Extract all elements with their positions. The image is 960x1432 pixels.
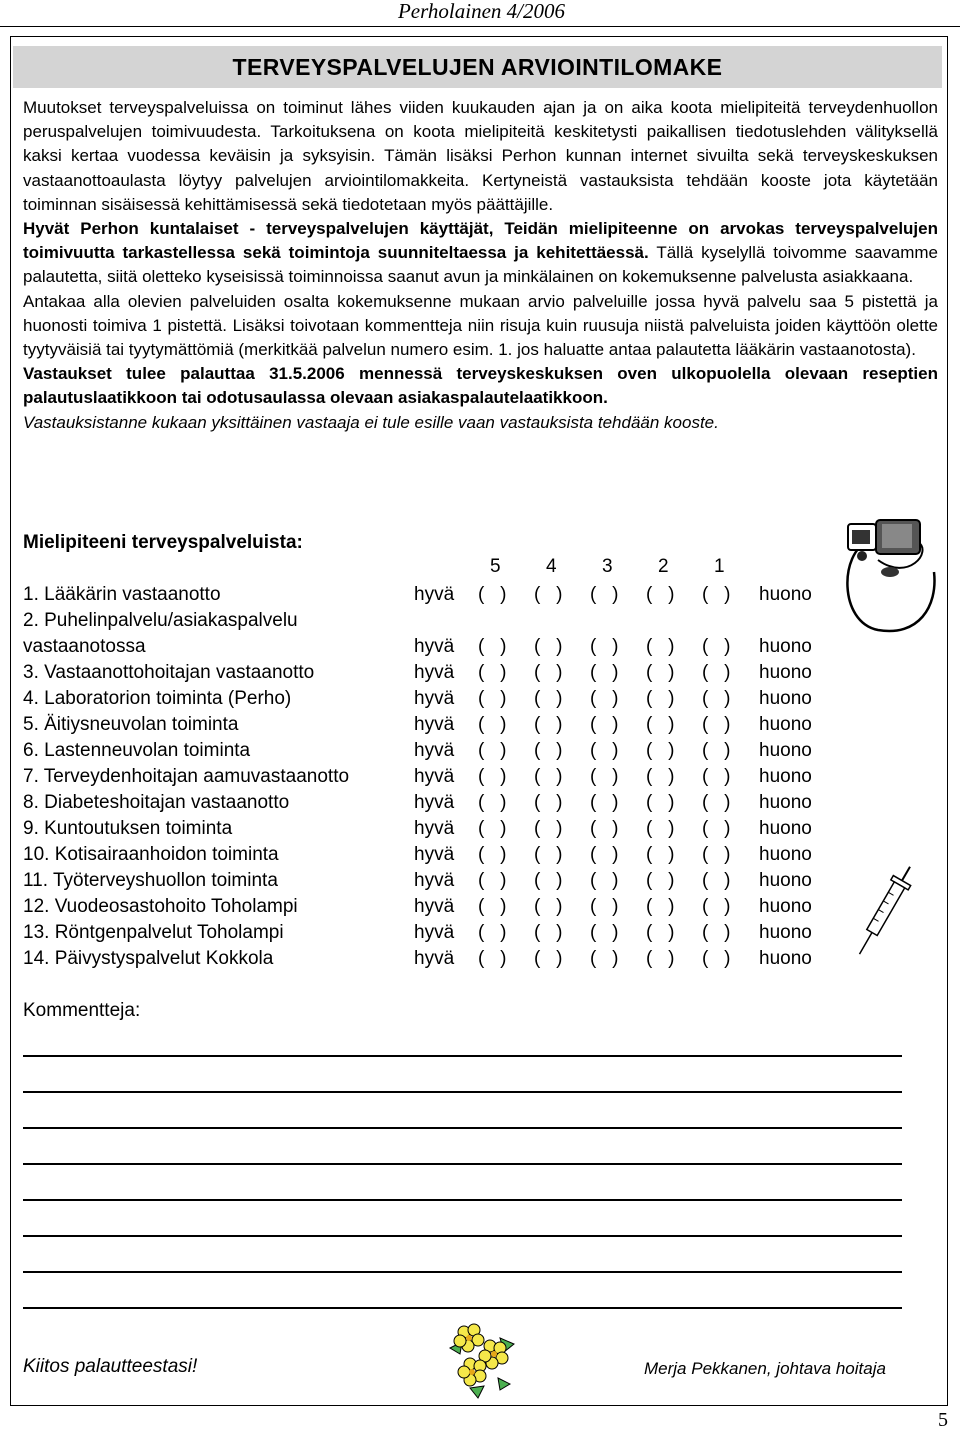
bad-label: huono: [759, 896, 812, 917]
rating-option-3[interactable]: ( ): [590, 740, 619, 761]
rating-option-4[interactable]: ( ): [534, 922, 563, 943]
header-rule: [0, 26, 960, 27]
intro-paragraph-1: Muutokset terveyspalveluissa on toiminut lähes viiden kuukauden ajan ja on aika koota mielipiteitä terveydenhuollon peruspalvelujen toimivuudesta. Tarkoituksena on koota mielipiteitä keskitetysti paikallisen tiedotuslehden välityksellä kaksi kertaa vuodessa keväisin ja syksyisin. Tämän lisäksi Perhon kunnan internet sivuilta sekä terveyskeskuksen vastaanottoaulasta löytyy palvelujen arviointilomakkeita. Kertyneistä vastauksista tehdään kooste jota käytetään toiminnan sisäisessä kehittämisessä sekä tiedotetaan myös päättäjille.: [23, 98, 938, 214]
comment-line[interactable]: [23, 1271, 902, 1273]
signature: Merja Pekkanen, johtava hoitaja: [644, 1359, 886, 1378]
rating-option-1[interactable]: ( ): [702, 636, 731, 657]
rating-option-3[interactable]: ( ): [590, 714, 619, 735]
rating-option-5[interactable]: ( ): [478, 584, 507, 605]
good-label: hyvä: [414, 688, 455, 709]
service-label: 9. Kuntoutuksen toiminta: [23, 818, 233, 839]
rating-row: [0, 660, 960, 686]
comment-line[interactable]: [23, 1199, 902, 1201]
rating-option-2[interactable]: ( ): [646, 948, 675, 969]
rating-row: [0, 842, 960, 868]
scale-5: 5: [490, 556, 501, 577]
service-label: 13. Röntgenpalvelut Toholampi: [23, 922, 284, 943]
rating-option-3[interactable]: ( ): [590, 662, 619, 683]
good-label: hyvä: [414, 766, 455, 787]
thanks-text: Kiitos palautteestasi!: [23, 1356, 198, 1377]
comment-line[interactable]: [23, 1055, 902, 1057]
service-label: vastaanotossa: [23, 636, 146, 657]
good-label: hyvä: [414, 922, 455, 943]
rating-option-5[interactable]: ( ): [478, 922, 507, 943]
intro-paragraph-2: [23, 217, 938, 290]
rating-option-2[interactable]: ( ): [646, 922, 675, 943]
good-label: hyvä: [414, 948, 455, 969]
rating-option-3[interactable]: ( ): [590, 844, 619, 865]
rating-option-4[interactable]: ( ): [534, 584, 563, 605]
rating-option-2[interactable]: ( ): [646, 870, 675, 891]
comments-label: Kommentteja:: [23, 1000, 141, 1021]
bad-label: huono: [759, 636, 812, 657]
intro-appeal-rest: Tällä kyselyllä toivomme saavamme palautetta, siitä oletteko kyseisissä toiminnoissa saanut avun ja minkälainen on kokemuksenne palvelusta asiakkaana.: [23, 243, 939, 287]
service-label: 3. Vastaanottohoitajan vastaanotto: [23, 662, 315, 683]
rating-option-3[interactable]: ( ): [590, 896, 619, 917]
rating-option-1[interactable]: ( ): [702, 740, 731, 761]
bad-label: huono: [759, 714, 812, 735]
rating-option-1[interactable]: ( ): [702, 662, 731, 683]
rating-option-2[interactable]: ( ): [646, 896, 675, 917]
rating-option-2[interactable]: ( ): [646, 740, 675, 761]
rating-option-4[interactable]: ( ): [534, 896, 563, 917]
rating-option-1[interactable]: ( ): [702, 922, 731, 943]
rating-option-2[interactable]: ( ): [646, 844, 675, 865]
good-label: hyvä: [414, 714, 455, 735]
bad-label: huono: [759, 948, 812, 969]
return-instructions: Vastaukset tulee palauttaa 31.5.2006 mennessä terveyskeskuksen oven ulkopuolella olevaan reseptien palautuslaatikkoon tai odotusaulassa olevaan asiakaspalautelaatikkoon.: [23, 364, 938, 408]
comment-line[interactable]: [23, 1307, 902, 1309]
rating-row: [0, 816, 960, 842]
rating-option-1[interactable]: ( ): [702, 948, 731, 969]
rating-option-2[interactable]: ( ): [646, 818, 675, 839]
rating-option-4[interactable]: ( ): [534, 844, 563, 865]
anonymity-note: Vastauksistanne kukaan yksittäinen vastaaja ei tule esille vaan vastauksista tehdään kooste.: [23, 412, 719, 432]
item-2-first-line: 2. Puhelinpalvelu/asiakaspalvelu: [23, 610, 298, 631]
scale-2: 2: [658, 556, 669, 577]
rating-option-5[interactable]: ( ): [478, 714, 507, 735]
running-header: Perholainen 4/2006: [397, 0, 565, 23]
service-label: 5. Äitiysneuvolan toiminta: [23, 714, 239, 735]
comment-line[interactable]: [23, 1235, 902, 1237]
rating-option-3[interactable]: ( ): [590, 948, 619, 969]
bad-label: huono: [759, 688, 812, 709]
flowers-icon: [440, 1318, 520, 1400]
rating-option-4[interactable]: ( ): [534, 818, 563, 839]
intro-paragraph-3: Antakaa alla olevien palveluiden osalta kokemuksenne mukaan arvio palveluille jossa hyvä palvelu saa 5 pistettä ja huonosti toimiva 1 pistettä. Lisäksi toivotaan kommentteja niin risuja kuin ruusuja niistä palveluista joiden käyttöön olette tyytyväisiä tai tyytymättömiä (merkitkää palvelun numero esim. 1. jos haluatte antaa palautetta lääkärin vastaanotosta).: [23, 291, 938, 360]
rating-option-5[interactable]: ( ): [478, 688, 507, 709]
rating-option-3[interactable]: ( ): [590, 584, 619, 605]
bad-label: huono: [759, 662, 812, 683]
rating-option-2[interactable]: ( ): [646, 662, 675, 683]
rating-option-4[interactable]: ( ): [534, 688, 563, 709]
rating-option-4[interactable]: ( ): [534, 662, 563, 683]
rating-option-4[interactable]: ( ): [534, 870, 563, 891]
rating-option-5[interactable]: ( ): [478, 662, 507, 683]
bad-label: huono: [759, 818, 812, 839]
rating-option-5[interactable]: ( ): [478, 844, 507, 865]
rating-option-1[interactable]: ( ): [702, 844, 731, 865]
good-label: hyvä: [414, 844, 455, 865]
rating-option-3[interactable]: ( ): [590, 870, 619, 891]
rating-row: [0, 868, 960, 894]
good-label: hyvä: [414, 818, 455, 839]
survey-heading: Mielipiteeni terveyspalveluista:: [23, 532, 303, 553]
scale-1: 1: [714, 556, 725, 577]
rating-option-4[interactable]: ( ): [534, 636, 563, 657]
bad-label: huono: [759, 792, 812, 813]
rating-option-3[interactable]: ( ): [590, 766, 619, 787]
service-label: 4. Laboratorion toiminta (Perho): [23, 688, 292, 709]
rating-row: [0, 582, 960, 608]
rating-option-3[interactable]: ( ): [590, 636, 619, 657]
rating-row: [0, 946, 960, 972]
rating-option-5[interactable]: ( ): [478, 740, 507, 761]
rating-option-4[interactable]: ( ): [534, 740, 563, 761]
rating-option-1[interactable]: ( ): [702, 584, 731, 605]
rating-option-1[interactable]: ( ): [702, 896, 731, 917]
rating-option-1[interactable]: ( ): [702, 766, 731, 787]
good-label: hyvä: [414, 740, 455, 761]
rating-option-5[interactable]: ( ): [478, 636, 507, 657]
blood-pressure-meter-icon: [838, 512, 950, 640]
scale-4: 4: [546, 556, 557, 577]
syringe-icon: [850, 858, 920, 963]
scale-3: 3: [602, 556, 613, 577]
good-label: hyvä: [414, 662, 455, 683]
rating-option-4[interactable]: ( ): [534, 766, 563, 787]
rating-option-3[interactable]: ( ): [590, 922, 619, 943]
rating-option-2[interactable]: ( ): [646, 766, 675, 787]
rating-option-4[interactable]: ( ): [534, 792, 563, 813]
service-label: 12. Vuodeosastohoito Toholampi: [23, 896, 298, 917]
rating-option-5[interactable]: ( ): [478, 766, 507, 787]
rating-option-4[interactable]: ( ): [534, 948, 563, 969]
rating-option-3[interactable]: ( ): [590, 792, 619, 813]
rating-option-1[interactable]: ( ): [702, 714, 731, 735]
rating-option-2[interactable]: ( ): [646, 584, 675, 605]
rating-option-5[interactable]: ( ): [478, 818, 507, 839]
rating-option-5[interactable]: ( ): [478, 948, 507, 969]
service-label: 11. Työterveyshuollon toiminta: [23, 870, 278, 891]
bad-label: huono: [759, 870, 812, 891]
rating-option-1[interactable]: ( ): [702, 792, 731, 813]
good-label: hyvä: [414, 636, 455, 657]
rating-row: [0, 712, 960, 738]
rating-row: [0, 686, 960, 712]
rating-option-4[interactable]: ( ): [534, 714, 563, 735]
bad-label: huono: [759, 740, 812, 761]
good-label: hyvä: [414, 584, 455, 605]
bad-label: huono: [759, 922, 812, 943]
rating-row: [0, 790, 960, 816]
comment-line[interactable]: [23, 1163, 902, 1165]
rating-row: [0, 920, 960, 946]
service-label: 10. Kotisairaanhoidon toiminta: [23, 844, 279, 865]
rating-option-2[interactable]: ( ): [646, 636, 675, 657]
comment-line[interactable]: [23, 1091, 902, 1093]
service-label: 7. Terveydenhoitajan aamuvastaanotto: [23, 766, 350, 787]
intro-text: [23, 96, 938, 435]
service-label: 1. Lääkärin vastaanotto: [23, 584, 221, 605]
rating-option-3[interactable]: ( ): [590, 818, 619, 839]
page-number: 5: [938, 1409, 948, 1431]
rating-row: [0, 634, 960, 660]
rating-option-2[interactable]: ( ): [646, 714, 675, 735]
rating-option-5[interactable]: ( ): [478, 792, 507, 813]
bad-label: huono: [759, 584, 812, 605]
rating-option-2[interactable]: ( ): [646, 688, 675, 709]
rating-row: [0, 894, 960, 920]
service-label: 8. Diabeteshoitajan vastaanotto: [23, 792, 290, 813]
good-label: hyvä: [414, 870, 455, 891]
rating-option-3[interactable]: ( ): [590, 688, 619, 709]
intro-appeal: Hyvät Perhon kuntalaiset - terveyspalvelujen käyttäjät, Teidän mielipiteenne on arvokas terveyspalvelujen toimivuutta tarkastellessa sekä toimintoja suunniteltaessa ja kehitettäessä.: [23, 219, 938, 263]
bad-label: huono: [759, 766, 812, 787]
service-label: 6. Lastenneuvolan toiminta: [23, 740, 251, 761]
rating-option-5[interactable]: ( ): [478, 870, 507, 891]
comment-line[interactable]: [23, 1127, 902, 1129]
rating-row: [0, 764, 960, 790]
rating-row: [0, 738, 960, 764]
service-label: 14. Päivystyspalvelut Kokkola: [23, 948, 274, 969]
form-title: TERVEYSPALVELUJEN ARVIOINTILOMAKE: [232, 53, 723, 80]
good-label: hyvä: [414, 792, 455, 813]
title-bar: [13, 46, 942, 88]
rating-option-1[interactable]: ( ): [702, 818, 731, 839]
rating-option-5[interactable]: ( ): [478, 896, 507, 917]
good-label: hyvä: [414, 896, 455, 917]
scale-header: [0, 556, 960, 580]
rating-option-2[interactable]: ( ): [646, 792, 675, 813]
rating-option-1[interactable]: ( ): [702, 688, 731, 709]
rating-option-1[interactable]: ( ): [702, 870, 731, 891]
bad-label: huono: [759, 844, 812, 865]
